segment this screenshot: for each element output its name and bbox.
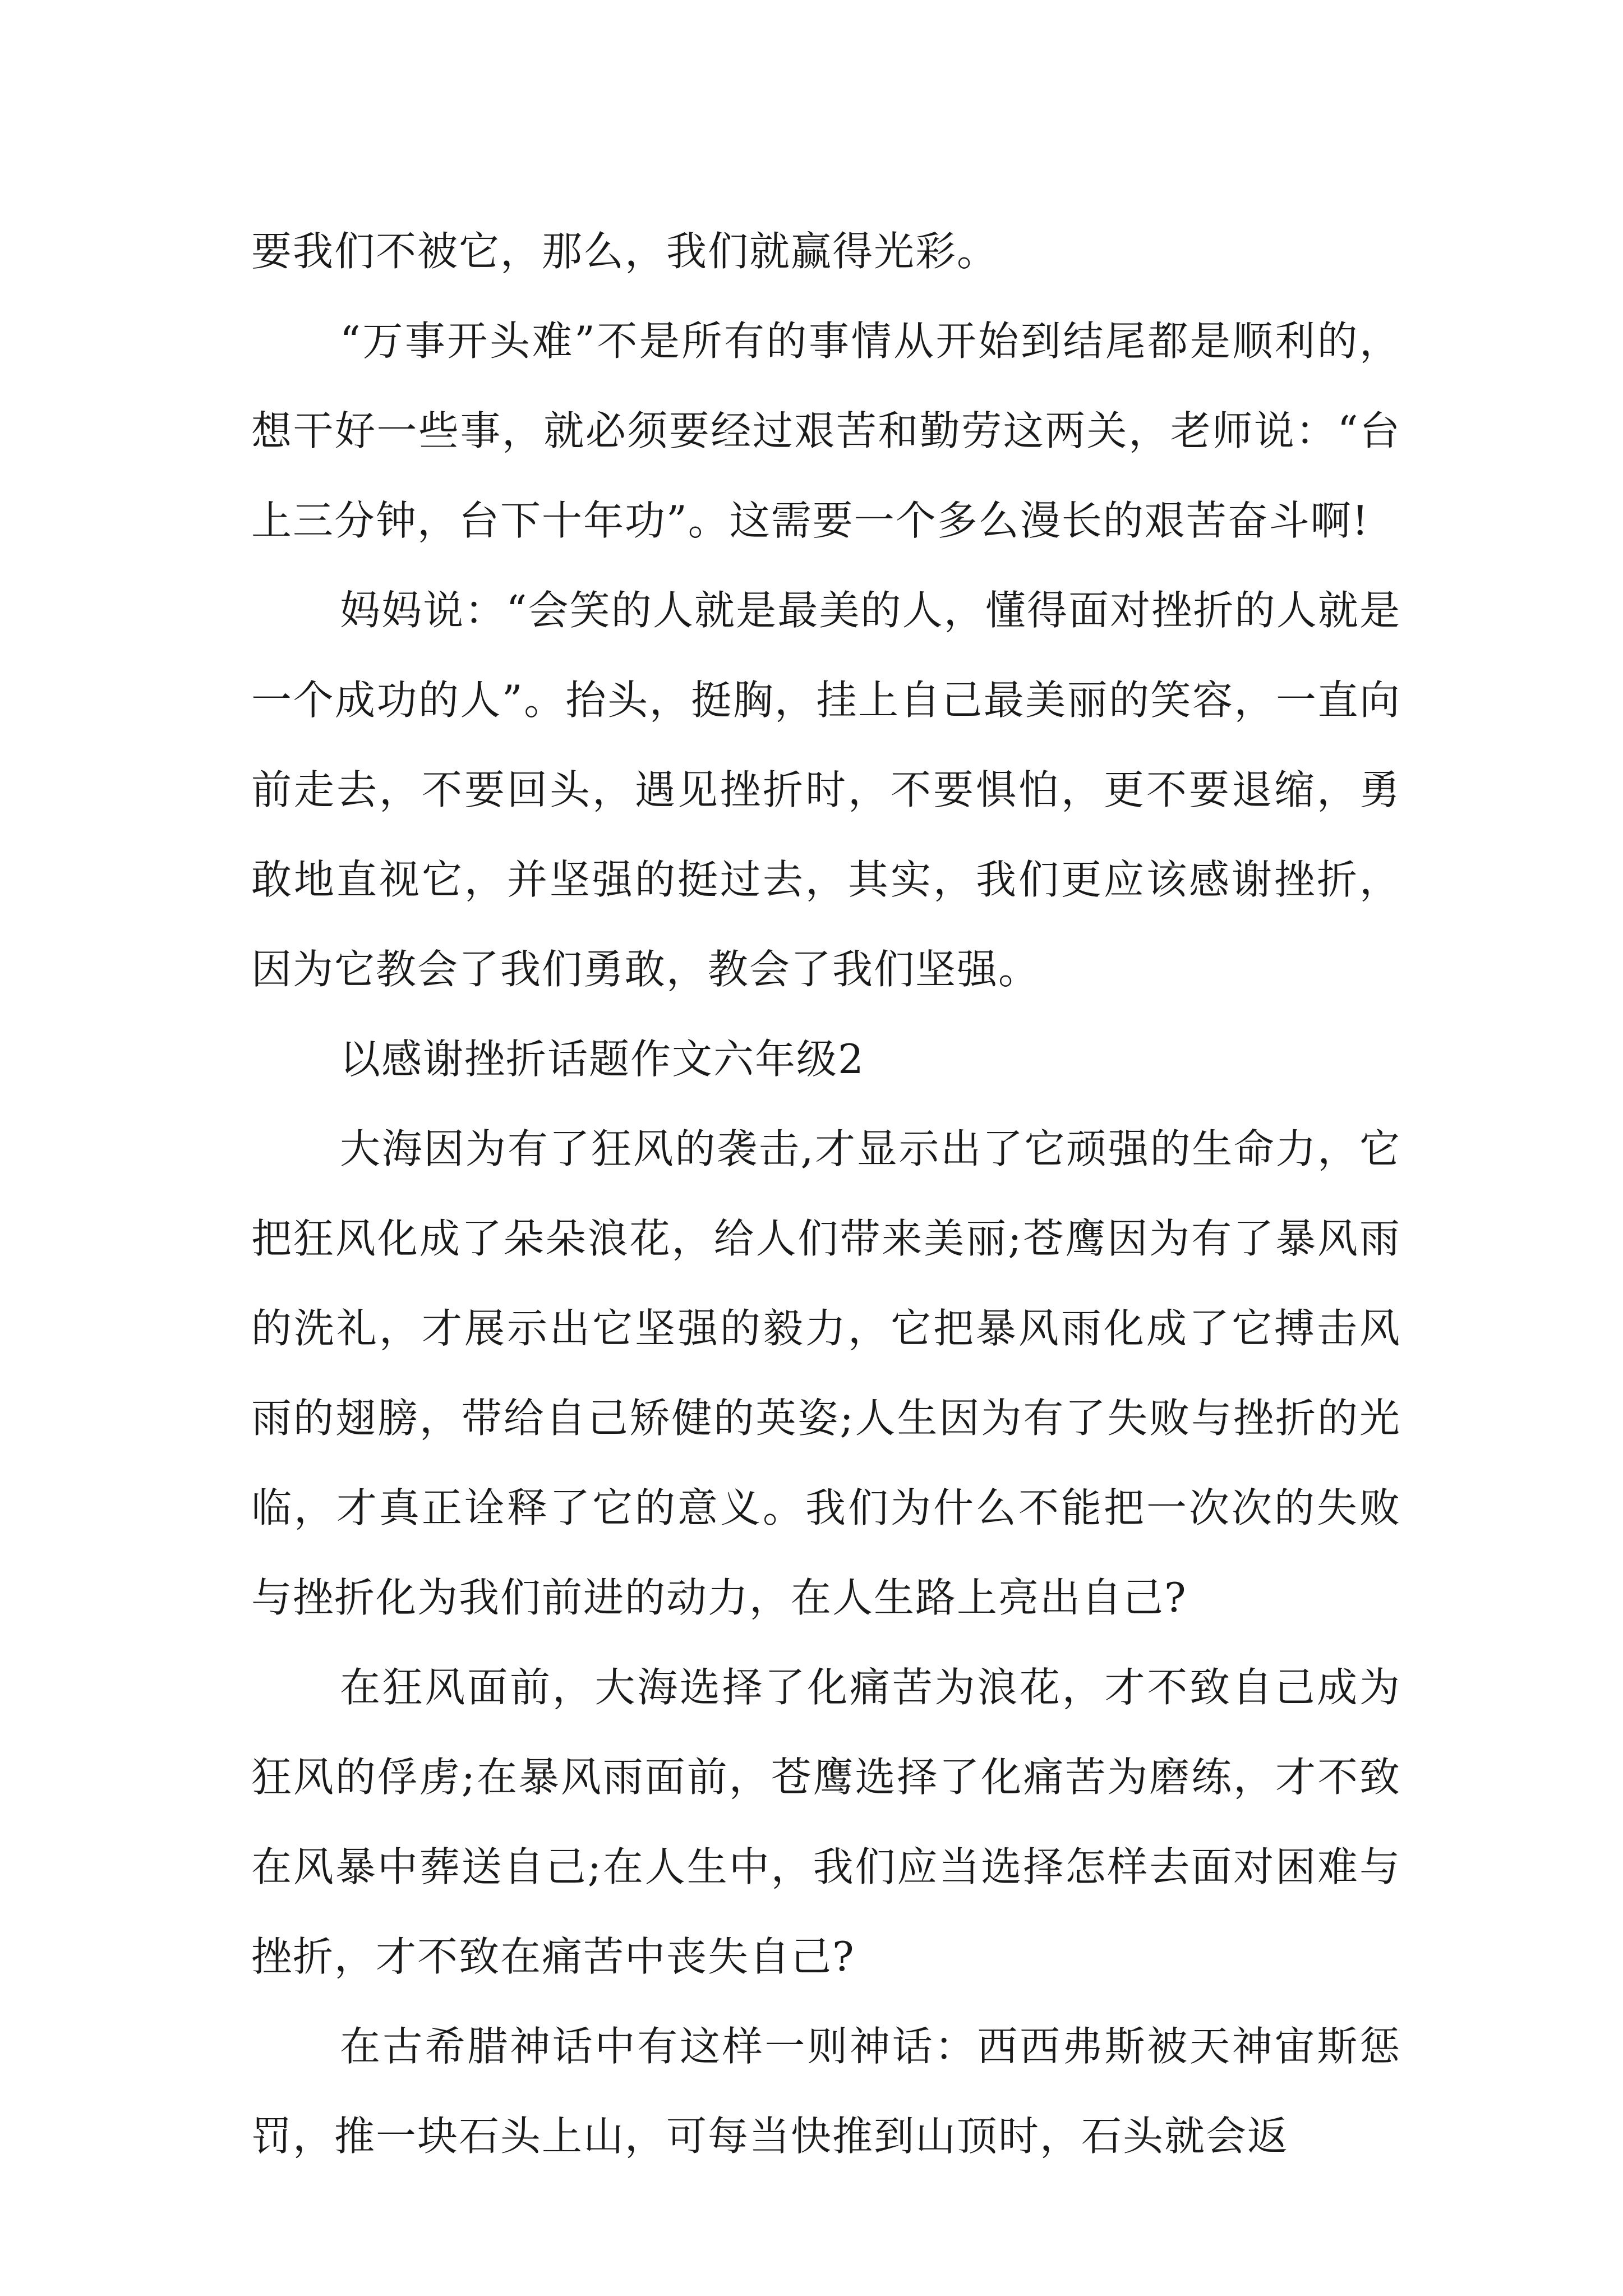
paragraph-5: 在狂风面前，大海选择了化痛苦为浪花，才不致自己成为狂风的俘虏;在暴风雨面前，苍鹰选择了化痛苦为磨练，才不致在风暴中葬送自己;在人生中，我们应当选择怎样去面对困难与挫折，才不致在痛苦中丧失自己? bbox=[251, 1664, 1401, 1980]
paragraph-6: 在古希腊神话中有这样一则神话：西西弗斯被天神宙斯惩罚，推一块石头上山，可每当快推到山顶时，石头就会返 bbox=[251, 2023, 1401, 2160]
paragraph-3: 妈妈说：“会笑的人就是最美的人，懂得面对挫折的人就是一个成功的人”。抬头，挺胸，挂上自己最美丽的笑容，一直向前走去，不要回头，遇见挫折时，不要惧怕，更不要退缩，勇敢地直视它，并坚强的挺过去，其实，我们更应该感谢挫折，因为它教会了我们勇敢，教会了我们坚强。 bbox=[251, 587, 1401, 993]
paragraph-2: “万事开头难”不是所有的事情从开始到结尾都是顺利的，想干好一些事，就必须要经过艰苦和勤劳这两关，老师说：“台上三分钟，台下十年功”。这需要一个多么漫长的艰苦奋斗啊! bbox=[251, 318, 1401, 544]
paragraph-1: 要我们不被它，那么，我们就赢得光彩。 bbox=[251, 228, 999, 275]
section-heading: 以感谢挫折话题作文六年级2 bbox=[340, 1036, 865, 1083]
document-body bbox=[251, 206, 1401, 2181]
paragraph-4: 大海因为有了狂风的袭击,才显示出了它顽强的生命力，它把狂风化成了朵朵浪花，给人们带来美丽;苍鹰因为有了暴风雨的洗礼，才展示出它坚强的毅力，它把暴风雨化成了它搏击风雨的翅膀，带给自己矫健的英姿;人生因为有了失败与挫折的光临，才真正诠释了它的意义。我们为什么不能把一次次的失败与挫折化为我们前进的动力，在人生路上亮出自己? bbox=[251, 1125, 1401, 1621]
